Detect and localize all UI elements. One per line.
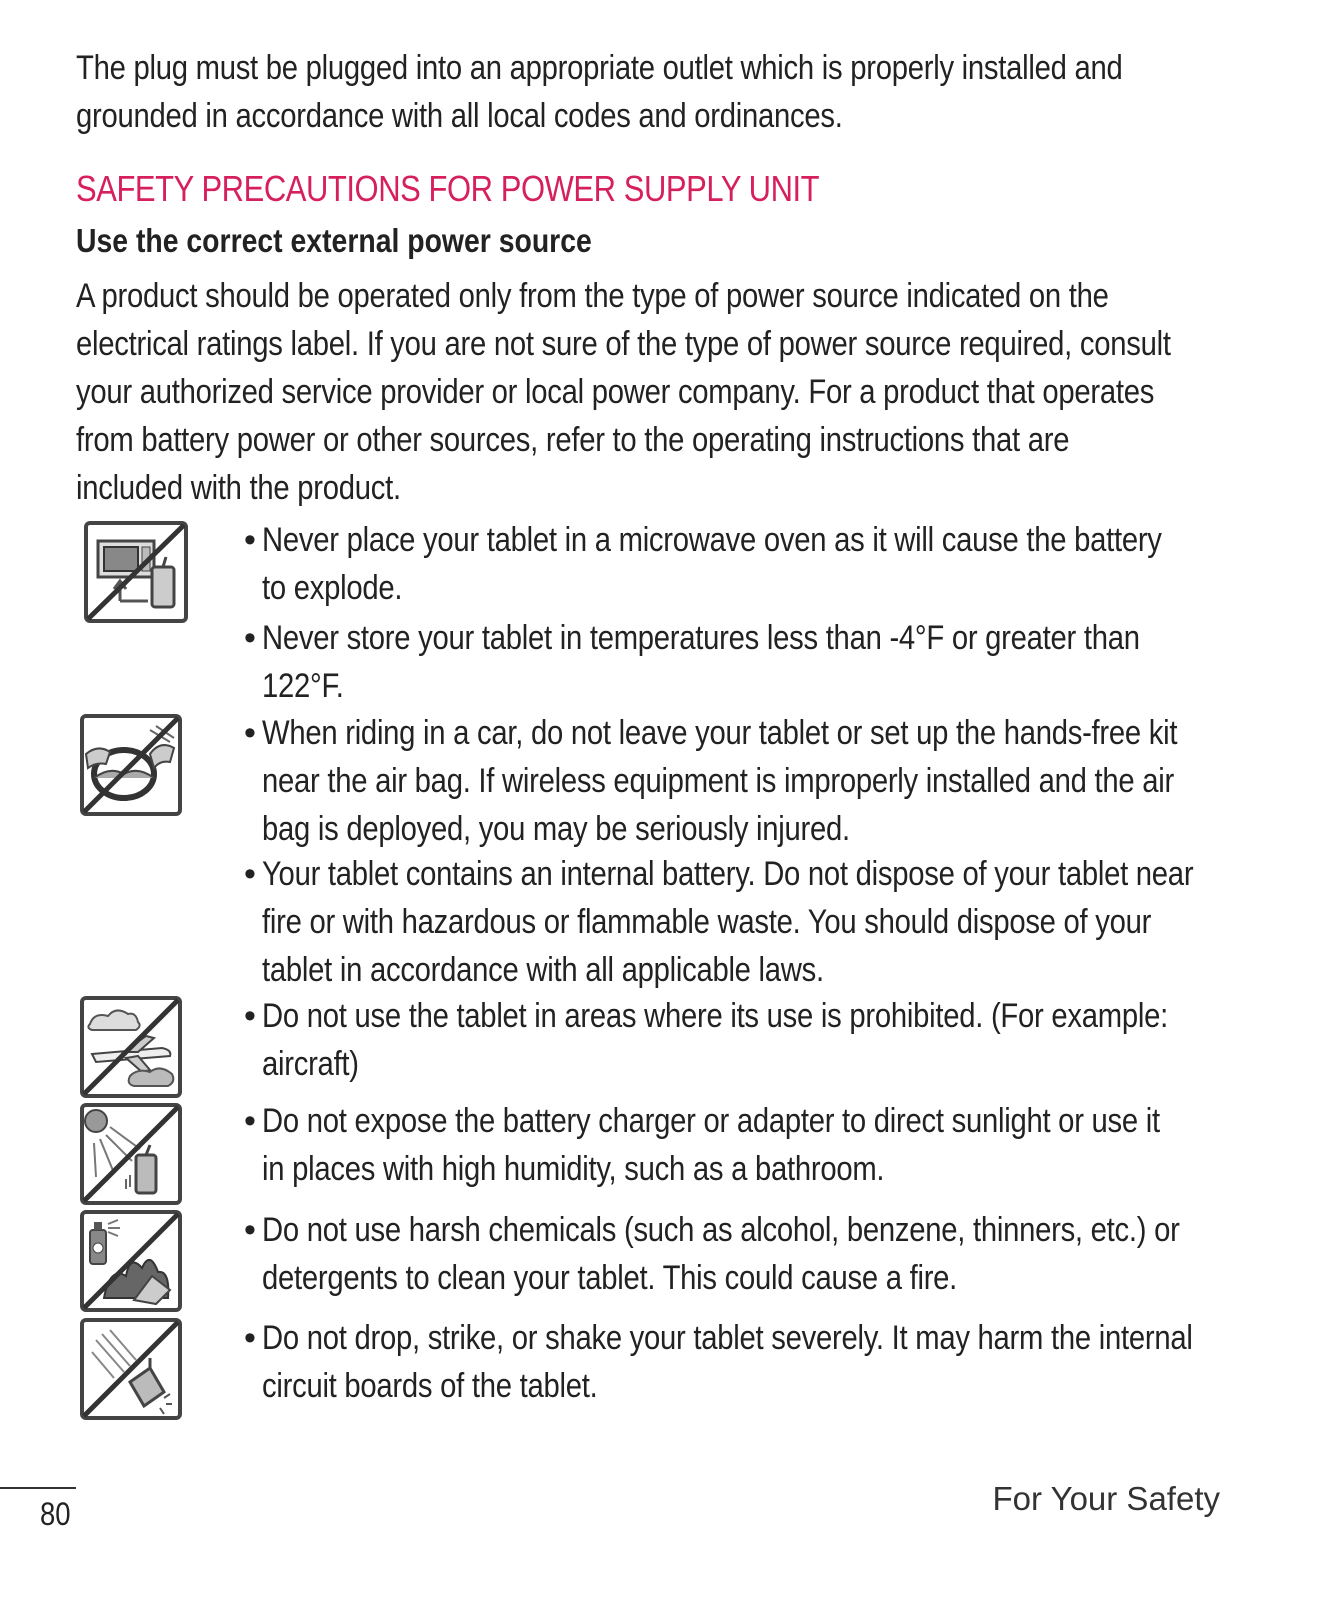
page-number: 80 — [40, 1496, 71, 1532]
bullet-dot: • — [244, 855, 256, 893]
paragraph-line: included with the product. — [76, 469, 401, 507]
bullet-dot: • — [244, 714, 256, 752]
bullet-line: to explode. — [262, 569, 403, 607]
bullet-dot: • — [244, 521, 256, 559]
no-sunlight-icon — [80, 1103, 182, 1205]
section-subheading: Use the correct external power source — [76, 222, 592, 259]
footer-divider — [0, 1487, 76, 1489]
paragraph-line: your authorized service provider or local power company. For a product that operates — [76, 373, 1155, 411]
bullet-line: 122°F. — [262, 667, 344, 705]
bullet-text — [262, 516, 1242, 612]
power-source-paragraph — [76, 272, 1211, 512]
bullet-dot: • — [244, 1102, 256, 1140]
footer-section-name: For Your Safety — [992, 1480, 1220, 1517]
no-drop-icon — [80, 1318, 182, 1420]
bullet-dot: • — [244, 997, 256, 1035]
bullet-dot: • — [244, 1211, 256, 1249]
bullet-line: aircraft) — [262, 1045, 359, 1083]
bullet-text — [262, 1314, 1242, 1410]
bullet-line: bag is deployed, you may be seriously injured. — [262, 810, 850, 848]
bullet-line: Your tablet contains an internal battery. Do not dispose of your tablet near — [262, 855, 1194, 893]
bullet-line: in places with high humidity, such as a bathroom. — [262, 1150, 885, 1188]
no-microwave-icon — [84, 521, 188, 623]
bullet-line: near the air bag. If wireless equipment is improperly installed and the air — [262, 762, 1174, 800]
bullet-text — [262, 992, 1242, 1088]
bullet-line: Do not use the tablet in areas where its use is prohibited. (For example: — [262, 997, 1168, 1035]
bullet-line: fire or with hazardous or flammable waste. You should dispose of your — [262, 903, 1152, 941]
bullet-line: Do not expose the battery charger or adapter to direct sunlight or use it — [262, 1102, 1160, 1140]
bullet-text — [262, 1206, 1242, 1302]
no-aircraft-icon — [80, 996, 182, 1098]
section-title: SAFETY PRECAUTIONS FOR POWER SUPPLY UNIT — [76, 168, 820, 209]
bullet-text — [262, 709, 1242, 853]
bullet-dot: • — [244, 619, 256, 657]
intro-line: grounded in accordance with all local codes and ordinances. — [76, 97, 843, 135]
no-airbag-icon — [80, 714, 182, 816]
bullet-text — [262, 850, 1242, 994]
bullet-line: circuit boards of the tablet. — [262, 1367, 598, 1405]
bullet-line: When riding in a car, do not leave your tablet or set up the hands-free kit — [262, 714, 1178, 752]
intro-line: The plug must be plugged into an appropriate outlet which is properly installed and — [76, 49, 1123, 87]
paragraph-line: from battery power or other sources, refer to the operating instructions that are — [76, 421, 1070, 459]
bullet-text — [262, 1097, 1242, 1193]
paragraph-line: electrical ratings label. If you are not sure of the type of power source required, consult — [76, 325, 1171, 363]
paragraph-line: A product should be operated only from the type of power source indicated on the — [76, 277, 1109, 315]
bullet-line: Do not use harsh chemicals (such as alcohol, benzene, thinners, etc.) or — [262, 1211, 1180, 1249]
bullet-line: tablet in accordance with all applicable laws. — [262, 951, 824, 989]
bullet-line: Never store your tablet in temperatures less than -4°F or greater than — [262, 619, 1140, 657]
bullet-line: detergents to clean your tablet. This could cause a fire. — [262, 1259, 958, 1297]
no-chemicals-icon — [80, 1210, 182, 1312]
bullet-line: Do not drop, strike, or shake your tablet severely. It may harm the internal — [262, 1319, 1193, 1357]
bullet-dot: • — [244, 1319, 256, 1357]
intro-paragraph — [76, 44, 1185, 140]
bullet-text — [262, 614, 1242, 710]
bullet-line: Never place your tablet in a microwave oven as it will cause the battery — [262, 521, 1162, 559]
